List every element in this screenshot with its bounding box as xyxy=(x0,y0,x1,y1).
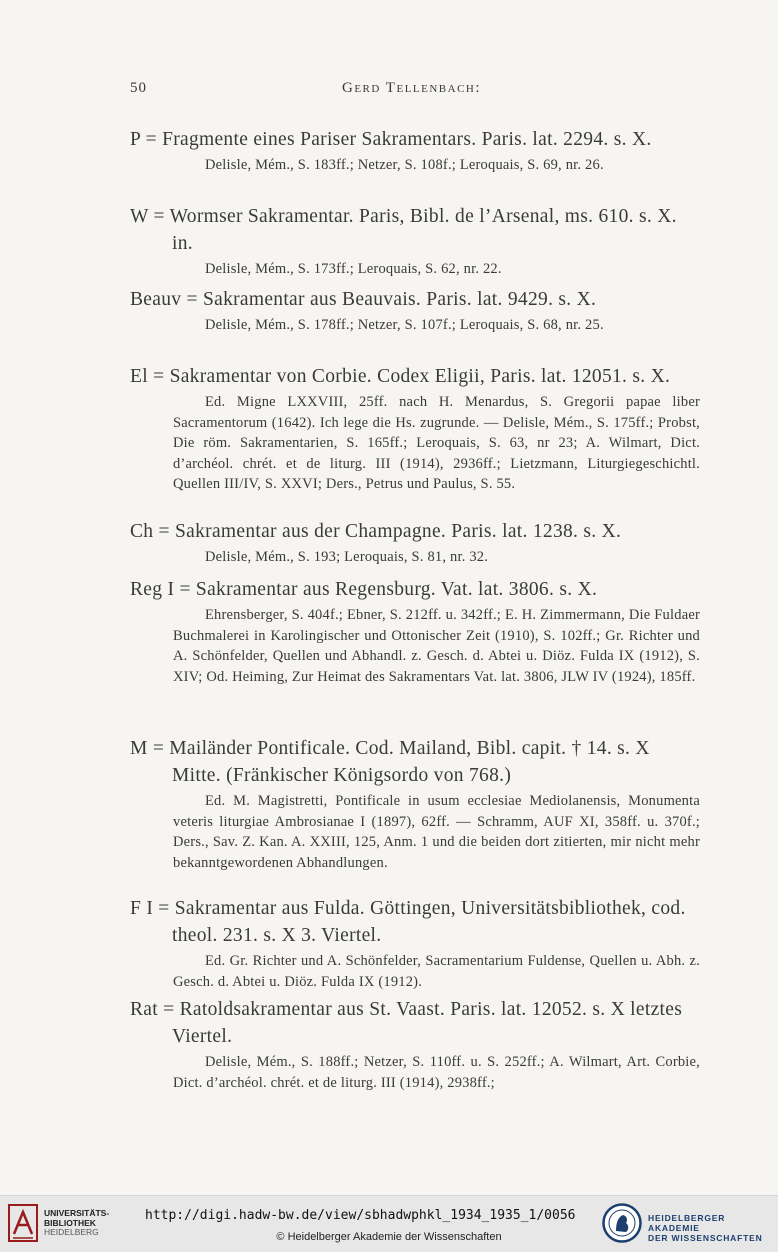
entry-references: Delisle, Mém., S. 173ff.; Leroquais, S. 62, nr. 22. xyxy=(205,261,502,277)
page-number: 50 xyxy=(130,80,147,96)
running-title: Gerd Tellenbach: xyxy=(342,80,482,96)
siglum-entry-el xyxy=(130,363,700,495)
entry-references: Ed. Migne LXXVIII, 25ff. nach H. Menardus, S. Gregorii papae liber Sacramentorum (1642). Ich lege die Hs. zugrunde. — Delisle, Mém., S. 175ff.; Probst, Die röm. Sakramentarien, S. 165ff.; Leroquais, S. 63, nr 23; A. Wilmart, Dict. d’archéol. chrét. et de liturg. III (1914), 2936ff.; Lietzmann, Liturgiegeschichtl. Quellen III/IV, S. XXVI; Ders., Petrus und Paulus, S. 55. xyxy=(173,394,700,492)
library-name-line: HEIDELBERG xyxy=(44,1227,99,1237)
entry-title: Rat = Ratoldsakramentar aus St. Vaast. Paris. lat. 12052. s. X letztes Viertel. xyxy=(130,999,683,1047)
entry-references: Ed. Gr. Richter und A. Schönfelder, Sacramentarium Fuldense, Quellen u. Abh. z. Gesch. d. Abtei u. Diöz. Fulda IX (1912). xyxy=(173,953,700,990)
siglum-entry-rat xyxy=(130,996,700,1093)
academy-name-line: DER WISSENSCHAFTEN xyxy=(648,1233,763,1243)
entry-title: W = Wormser Sakramentar. Paris, Bibl. de l’Arsenal, ms. 610. s. X. in. xyxy=(130,206,677,254)
entry-title: Ch = Sakramentar aus der Champagne. Paris. lat. 1238. s. X. xyxy=(130,521,622,542)
entry-references: Ed. M. Magistretti, Pontificale in usum ecclesiae Mediolanensis, Monumenta veteris liturgiae Ambrosianae I (1897), 62ff. — Schramm, AUF XI, 358ff. u. 370f.; Ders., Sav. Z. Kan. A. XXIII, 125, Anm. 1 und die beiden dort zitierten, mir nicht mehr bekanntgewordenen Abhandlungen. xyxy=(173,793,700,871)
entry-references: Delisle, Mém., S. 193; Leroquais, S. 81, nr. 32. xyxy=(205,549,489,565)
siglum-entry-p xyxy=(130,126,700,176)
siglum-entry-reg-i xyxy=(130,576,700,687)
entry-title: F I = Sakramentar aus Fulda. Göttingen, Universitätsbibliothek, cod. theol. 231. s. X 3. Viertel. xyxy=(130,898,686,946)
entry-references: Delisle, Mém., S. 188ff.; Netzer, S. 110ff. u. S. 252ff.; A. Wilmart, Art. Corbie, Dict. d’archéol. chrét. et de liturg. III (1914), 2938ff.; xyxy=(173,1054,700,1091)
library-name-line: BIBLIOTHEK xyxy=(44,1217,96,1228)
entry-title: El = Sakramentar von Corbie. Codex Eligii, Paris. lat. 12051. s. X. xyxy=(130,366,671,387)
entry-title: Beauv = Sakramentar aus Beauvais. Paris. lat. 9429. s. X. xyxy=(130,289,597,310)
entry-references: Delisle, Mém., S. 178ff.; Netzer, S. 107f.; Leroquais, S. 68, nr. 25. xyxy=(205,317,604,333)
entry-title: P = Fragmente eines Pariser Sakramentars. Paris. lat. 2294. s. X. xyxy=(130,129,652,150)
siglum-entry-ch xyxy=(130,518,700,568)
academy-name xyxy=(648,1213,778,1243)
library-name-line: UNIVERSITÄTS- xyxy=(44,1208,110,1218)
viewer-footer xyxy=(0,1195,778,1252)
siglum-entry-m xyxy=(130,735,700,873)
siglum-entry-beauv xyxy=(130,286,700,336)
entry-references: Delisle, Mém., S. 183ff.; Netzer, S. 108f.; Leroquais, S. 69, nr. 26. xyxy=(205,157,604,173)
siglum-entry-w xyxy=(130,203,700,280)
entry-title: M = Mailänder Pontificale. Cod. Mailand, Bibl. capit. † 14. s. X Mitte. (Fränkischer Königsordo von 768.) xyxy=(130,738,650,786)
entry-title: Reg I = Sakramentar aus Regensburg. Vat. lat. 3806. s. X. xyxy=(130,579,598,600)
permalink-url[interactable]: http://digi.hadw-bw.de/view/sbhadwphkl_1934_1935_1/0056 xyxy=(145,1208,576,1223)
entry-references: Ehrensberger, S. 404f.; Ebner, S. 212ff. u. 342ff.; E. H. Zimmermann, Die Fuldaer Buchmalerei in Karolingischer und Ottonischer Zeit (1910), S. 102ff.; Gr. Richter und A. Schönfelder, Quellen und Abhandl. z. Gesch. d. Abtei u. Diöz. Fulda IX (1912), S. XIV; Od. Heiming, Zur Heimat des Sakramentars Vat. lat. 3806, JLW IV (1924), 185ff. xyxy=(173,607,700,685)
siglum-entry-f-i xyxy=(130,895,700,992)
copyright-notice: © Heidelberger Akademie der Wissenschaften xyxy=(276,1231,502,1243)
academy-seal-icon[interactable] xyxy=(602,1203,642,1243)
academy-name-line: HEIDELBERGER AKADEMIE xyxy=(648,1213,726,1233)
